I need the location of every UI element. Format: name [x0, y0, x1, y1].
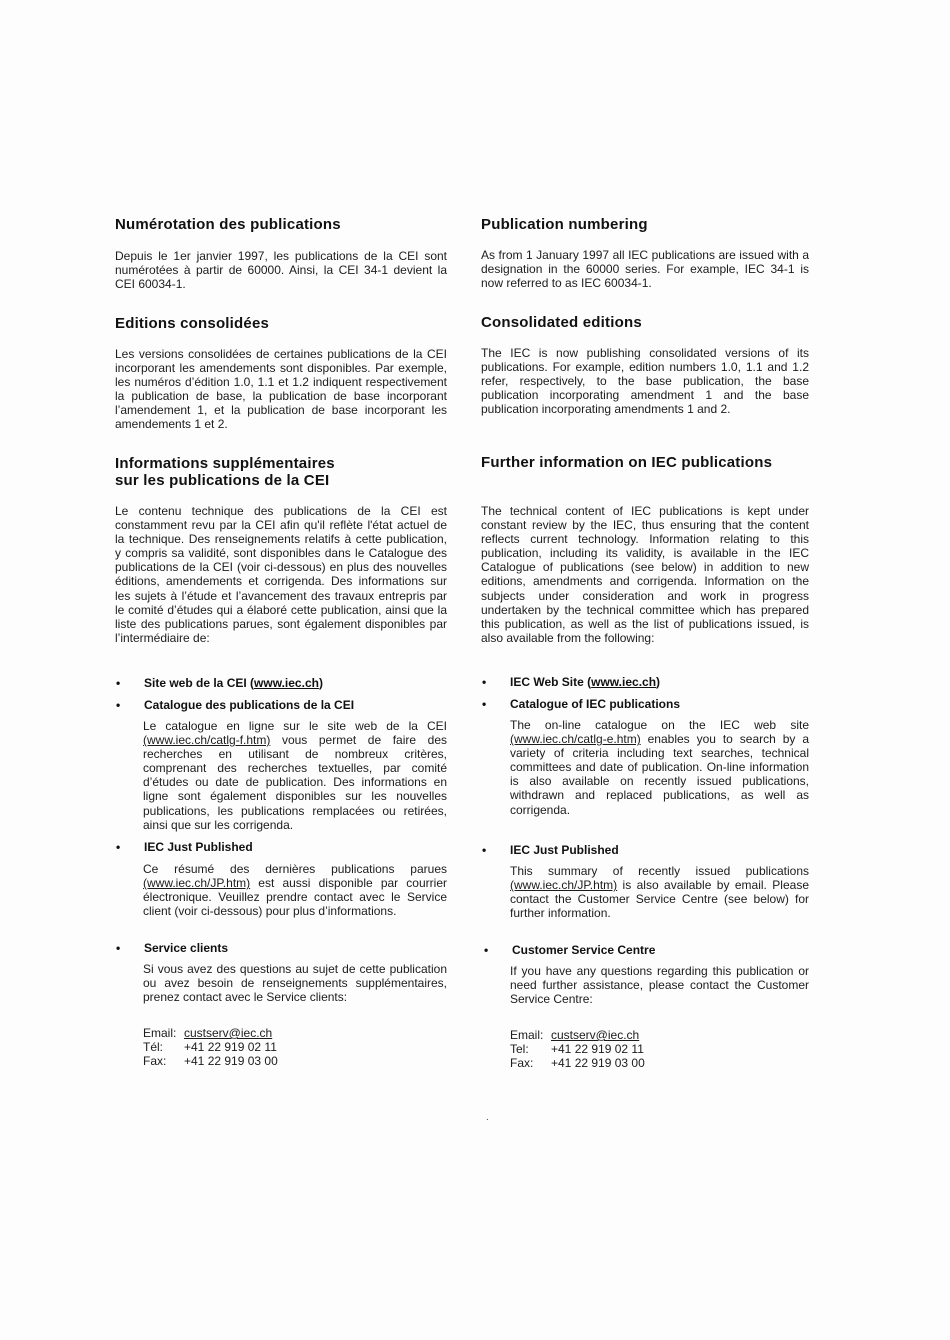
en-fax-label: Fax: [510, 1056, 534, 1071]
fr-bullet-just-published [116, 840, 447, 854]
en-bullet-catalogue [482, 697, 809, 711]
en-contact-fax-row [510, 1056, 809, 1070]
fr-bullet-catalogue [116, 698, 447, 712]
bullet-icon: • [116, 676, 121, 690]
en-numbering-text: As from 1 January 1997 all IEC publications are issued with a designation in the 60000 series. For example, IEC 34-1 is now referred to as IEC 60034-1. [481, 248, 809, 291]
fr-catalogue-pre: Le catalogue en ligne sur le site web de la CEI [143, 719, 447, 733]
fr-jp-label: IEC Just Published [144, 840, 253, 854]
en-catalogue-post: enables you to search by a variety of criteria including text searches, technical committees and date of publication. On-line information is also available on recently issued publications, withdrawn and replaced publications, as well as corrigenda. [510, 732, 809, 817]
fr-further-heading-line2: sur les publications de la CEI [115, 472, 330, 489]
en-tel-label: Tel: [510, 1042, 529, 1057]
en-service-text: If you have any questions regarding this publication or need further assistance, please contact the Customer Service Centre: [510, 964, 809, 1007]
fr-website-close: ) [318, 676, 323, 690]
fr-catalogue-text [143, 719, 447, 832]
fr-numbering-text: Depuis le 1er janvier 1997, les publications de la CEI sont numérotées à partir de 60000. Ainsi, la CEI 34-1 devient la CEI 60034-1. [115, 249, 447, 292]
fr-jp-post: est aussi disponible par courrier électronique. Veuillez prendre contact avec le Service client (voir ci-dessous) pour plus d’informations. [143, 876, 447, 919]
en-bullet-service [484, 943, 809, 957]
fr-contact-email-row [143, 1026, 447, 1040]
en-catalogue-text [510, 718, 809, 817]
en-catalogue-label: Catalogue of IEC publications [510, 697, 681, 711]
fr-further-text: Le contenu technique des publications de la CEI est constamment revu par la CEI afin qu'il reflète l'état actuel de la technique. Des renseignements relatifs à cette publication, y compris sa validité, sont disponibles dans le Catalogue des publications de la CEI (voir ci-dessous) en plus des nouvelles éditions, amendements et corrigenda. Des informations sur les sujets à l’étude et l’avancement des travaux entrepris par le comité d’études qui a élaboré cette publication, ainsi que la liste des publications parues, sont également disponibles par l’intermédiaire de: [115, 504, 447, 645]
en-website-link[interactable]: www.iec.ch [591, 675, 657, 689]
fr-website-link[interactable]: www.iec.ch [254, 676, 319, 690]
fr-bullet-service [116, 941, 447, 955]
en-catalogue-link[interactable]: (www.iec.ch/catlg-e.htm) [510, 732, 641, 747]
fr-catalogue-link[interactable]: (www.iec.ch/catlg-f.htm) [143, 733, 271, 748]
en-tel-value: +41 22 919 02 11 [551, 1042, 644, 1057]
fr-website-label: Site web de la CEI ( [144, 676, 255, 690]
scan-speck: . [486, 1112, 489, 1123]
bullet-icon: • [482, 675, 487, 689]
bullet-icon: • [482, 697, 487, 711]
en-contact-block [510, 1028, 809, 1070]
en-catalogue-pre: The on-line catalogue on the IEC web site [510, 718, 809, 732]
fr-contact-fax-row [143, 1054, 447, 1068]
en-numbering-heading: Publication numbering [481, 216, 648, 233]
bullet-icon: • [484, 943, 489, 957]
fr-contact-block [143, 1026, 447, 1068]
fr-email-link[interactable]: custserv@iec.ch [184, 1026, 273, 1040]
bullet-icon: • [482, 843, 487, 857]
bullet-icon: • [116, 941, 121, 955]
fr-jp-pre: Ce résumé des dernières publications parues [143, 862, 447, 876]
en-bullet-website [482, 675, 809, 689]
fr-consolidated-text: Les versions consolidées de certaines publications de la CEI incorporant les amendements sont disponibles. Par exemple, les numéros d’édition 1.0, 1.1 et 1.2 indiquent respectivement la publication de base, la publication de base incorporant l’amendement 1, et la publication de base incorporant les amendements 1 et 2. [115, 347, 447, 432]
fr-tel-value: +41 22 919 02 11 [184, 1040, 277, 1055]
en-jp-link[interactable]: (www.iec.ch/JP.htm) [510, 878, 618, 893]
en-jp-pre: This summary of recently issued publications [510, 864, 809, 878]
en-website-label: IEC Web Site ( [510, 675, 592, 689]
fr-jp-link[interactable]: (www.iec.ch/JP.htm) [143, 876, 251, 891]
en-service-label: Customer Service Centre [512, 943, 656, 957]
fr-further-heading-line1: Informations supplémentaires [115, 455, 335, 472]
en-further-text: The technical content of IEC publications is kept under constant review by the IEC, thus ensuring that the content reflects current technology. Information relating to this publication, including its validity, is available in the IEC Catalogue of publications (see below) in addition to new editions, amendments and corrigenda. Information on the subjects under consideration and work in progress undertaken by the technical committee which has prepared this publication, as well as the list of publications issued, is also available from the following: [481, 504, 809, 645]
fr-fax-value: +41 22 919 03 00 [184, 1054, 278, 1069]
fr-service-text: Si vous avez des questions au sujet de cette publication ou avez besoin de renseignements supplémentaires, prenez contact avec le Service clients: [143, 962, 447, 1005]
en-consolidated-heading: Consolidated editions [481, 314, 642, 331]
fr-contact-tel-row [143, 1040, 447, 1054]
en-jp-text [510, 864, 809, 920]
fr-catalogue-post: vous permet de faire des recherches en utilisant de nombreux critères, comprenant des recherches textuelles, par comité d’études ou date de publication. Des informations en ligne sont également disponibles sur les nouvelles publications, les publications remplacées ou retirées, ainsi que sur les corrigenda. [143, 733, 447, 832]
fr-bullet-website [116, 676, 447, 690]
en-email-link[interactable]: custserv@iec.ch [551, 1028, 640, 1042]
en-contact-email-row [510, 1028, 809, 1042]
fr-further-heading [115, 455, 335, 489]
en-jp-post: is also available by email. Please contact the Customer Service Centre (see below) for further information. [510, 878, 809, 921]
en-email-label: Email: [510, 1028, 544, 1042]
fr-catalogue-label: Catalogue des publications de la CEI [144, 698, 355, 712]
en-website-close: ) [656, 675, 661, 689]
fr-numbering-heading: Numérotation des publications [115, 216, 341, 233]
en-consolidated-text: The IEC is now publishing consolidated versions of its publications. For example, edition numbers 1.0, 1.1 and 1.2 refer, respectively, to the base publication, the base publication incorporating amendment 1 and the base publication incorporating amendments 1 and 2. [481, 346, 809, 417]
bullet-icon: • [116, 698, 121, 712]
en-jp-label: IEC Just Published [510, 843, 619, 857]
en-bullet-just-published [482, 843, 809, 857]
en-further-heading: Further information on IEC publications [481, 454, 773, 471]
en-fax-value: +41 22 919 03 00 [551, 1056, 645, 1071]
fr-fax-label: Fax: [143, 1054, 167, 1069]
fr-tel-label: Tél: [143, 1040, 164, 1055]
en-contact-tel-row [510, 1042, 809, 1056]
fr-jp-text [143, 862, 447, 918]
fr-service-label: Service clients [144, 941, 229, 955]
bullet-icon: • [116, 840, 121, 854]
fr-consolidated-heading: Editions consolidées [115, 315, 270, 332]
fr-email-label: Email: [143, 1026, 177, 1040]
